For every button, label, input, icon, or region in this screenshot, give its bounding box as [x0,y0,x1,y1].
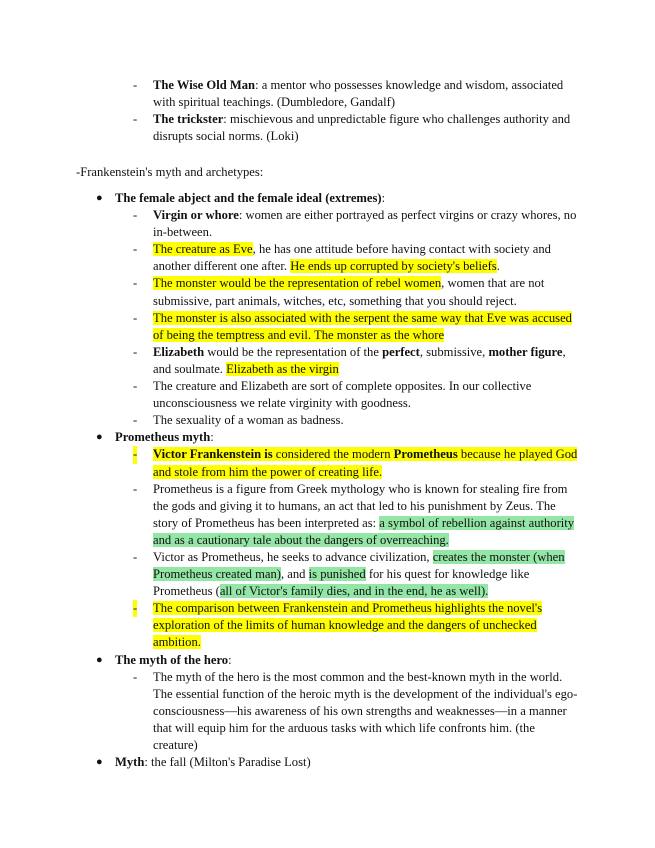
list-item-wise-old-man: - The Wise Old Man: a mentor who possesses knowledge and wisdom, associated with spiritual teachings. (Dumbledore, Gandalf) [133,78,564,110]
dash-marker: - [133,481,138,496]
archetypes-list [0,77,655,145]
bullet-title: Prometheus myth [115,430,211,445]
dash-marker: - [133,242,138,257]
list-item-rebel-women: - The monster would be the representation of rebel women, women that are not submissive, part animals, witches, etc, something that you should reject. [133,276,545,308]
list-item-hero-myth: - The myth of the hero is the most common and the best-known myth in the world. The essential function of the heroic myth is the development of the individual's ego-consciousness—his awareness of his own strengths and weaknesses—in a manner that will equip him for the arduous tasks with which life confronts him. (the creature) [133,669,578,752]
term: The trickster [153,112,224,127]
highlight: Elizabeth as the virgin [226,361,339,376]
highlight: Victor Frankenstein is considered the modern Prometheus because he played God and stole from him the power of creating life. [153,447,578,479]
list-item-victor-as-prometheus: - Victor as Prometheus, he seeks to advance civilization, creates the monster (when Prometheus created man), and is punished for his quest for knowledge like Prometheus (all of Victor's family dies, and in the end, he as well). [133,549,565,599]
bullet-marker: ● [96,756,103,769]
term: The Wise Old Man [153,78,256,92]
bullet-myth-of-hero: ● The myth of the hero: [0,652,655,669]
list-item-trickster: - The trickster: mischievous and unpredictable figure who challenges authority and disrupts social norms. (Loki) [133,112,571,144]
list-item-sexuality: - The sexuality of a woman as badness. [0,412,655,429]
bullet-marker: ● [96,192,103,204]
highlight: The monster would be the representation of rebel women [153,276,442,291]
dash-marker: - [133,78,138,92]
list-item-victor-prometheus [0,446,655,480]
highlight: The comparison between Frankenstein and Prometheus highlights the novel's exploration of the limits of human knowledge and the dangers of unchecked ambition. [153,601,543,650]
dash-marker: - [133,379,138,394]
list-item-opposites: - The creature and Elizabeth are sort of complete opposites. In our collective unconsciousness we relate virginity with goodness. [133,379,532,411]
bullet-title: The myth of the hero [115,652,229,667]
highlight: He ends up corrupted by society's beliefs [290,259,497,274]
bullet-female-abject: ● The female abject and the female ideal (extremes): [0,190,655,207]
dash-marker: - [133,600,137,617]
highlight: The monster is also associated with the serpent the same way that Eve was accused of being the temptress and evil. The monster as the whore [153,310,572,342]
list-item-elizabeth: - Elizabeth would be the representation of the perfect, submissive, mother figure, and soulmate. Elizabeth as the virgin [133,344,566,376]
dash-marker: - [133,208,138,223]
list-item-serpent [0,310,655,344]
dash-marker: - [133,446,137,463]
bullet-myth-fall: ● Myth: the fall (Milton's Paradise Lost) [0,754,655,771]
highlight: all of Victor's family dies, and in the end, he as well). [219,584,489,599]
frankenstein-notes [0,190,655,771]
bullet-prometheus-myth: ● Prometheus myth: [0,429,655,446]
dash-marker: - [133,549,138,564]
dash-marker: - [133,344,138,359]
dash-marker: - [133,669,138,684]
bullet-title: Myth [115,755,145,770]
dash-marker: - [133,112,138,127]
list-item-prometheus-figure: - Prometheus is a figure from Greek mythology who is known for stealing fire from the gods and giving it to humans, an act that led to his punishment by Zeus. The story of Prometheus has been interpreted as: a symbol of rebellion against authority and as a cautionary tale about the dangers of overreaching. [133,481,575,547]
highlight: creates the monster (when Prometheus created man) [153,549,565,582]
bullet-title: The female abject and the female ideal (extremes) [115,191,382,205]
dash-marker: - [133,413,138,428]
highlight: a symbol of rebellion against authority and as a cautionary tale about the dangers of overreaching. [153,515,575,547]
list-item-comparison [0,600,655,651]
section-heading: -Frankenstein's myth and archetypes: [76,165,264,179]
dash-marker: - [133,310,138,325]
bullet-marker: ● [96,431,103,444]
highlight: The creature as Eve [153,242,253,257]
list-item-virgin-or-whore: - Virgin or whore: women are either portrayed as perfect virgins or crazy whores, no in-between. [133,208,577,240]
bullet-marker: ● [96,653,103,666]
list-item-creature-as-eve: - The creature as Eve, he has one attitude before having contact with society and another different one after. He ends up corrupted by society's beliefs. [133,242,551,274]
highlight: is punished [308,567,366,582]
dash-marker: - [133,276,138,291]
